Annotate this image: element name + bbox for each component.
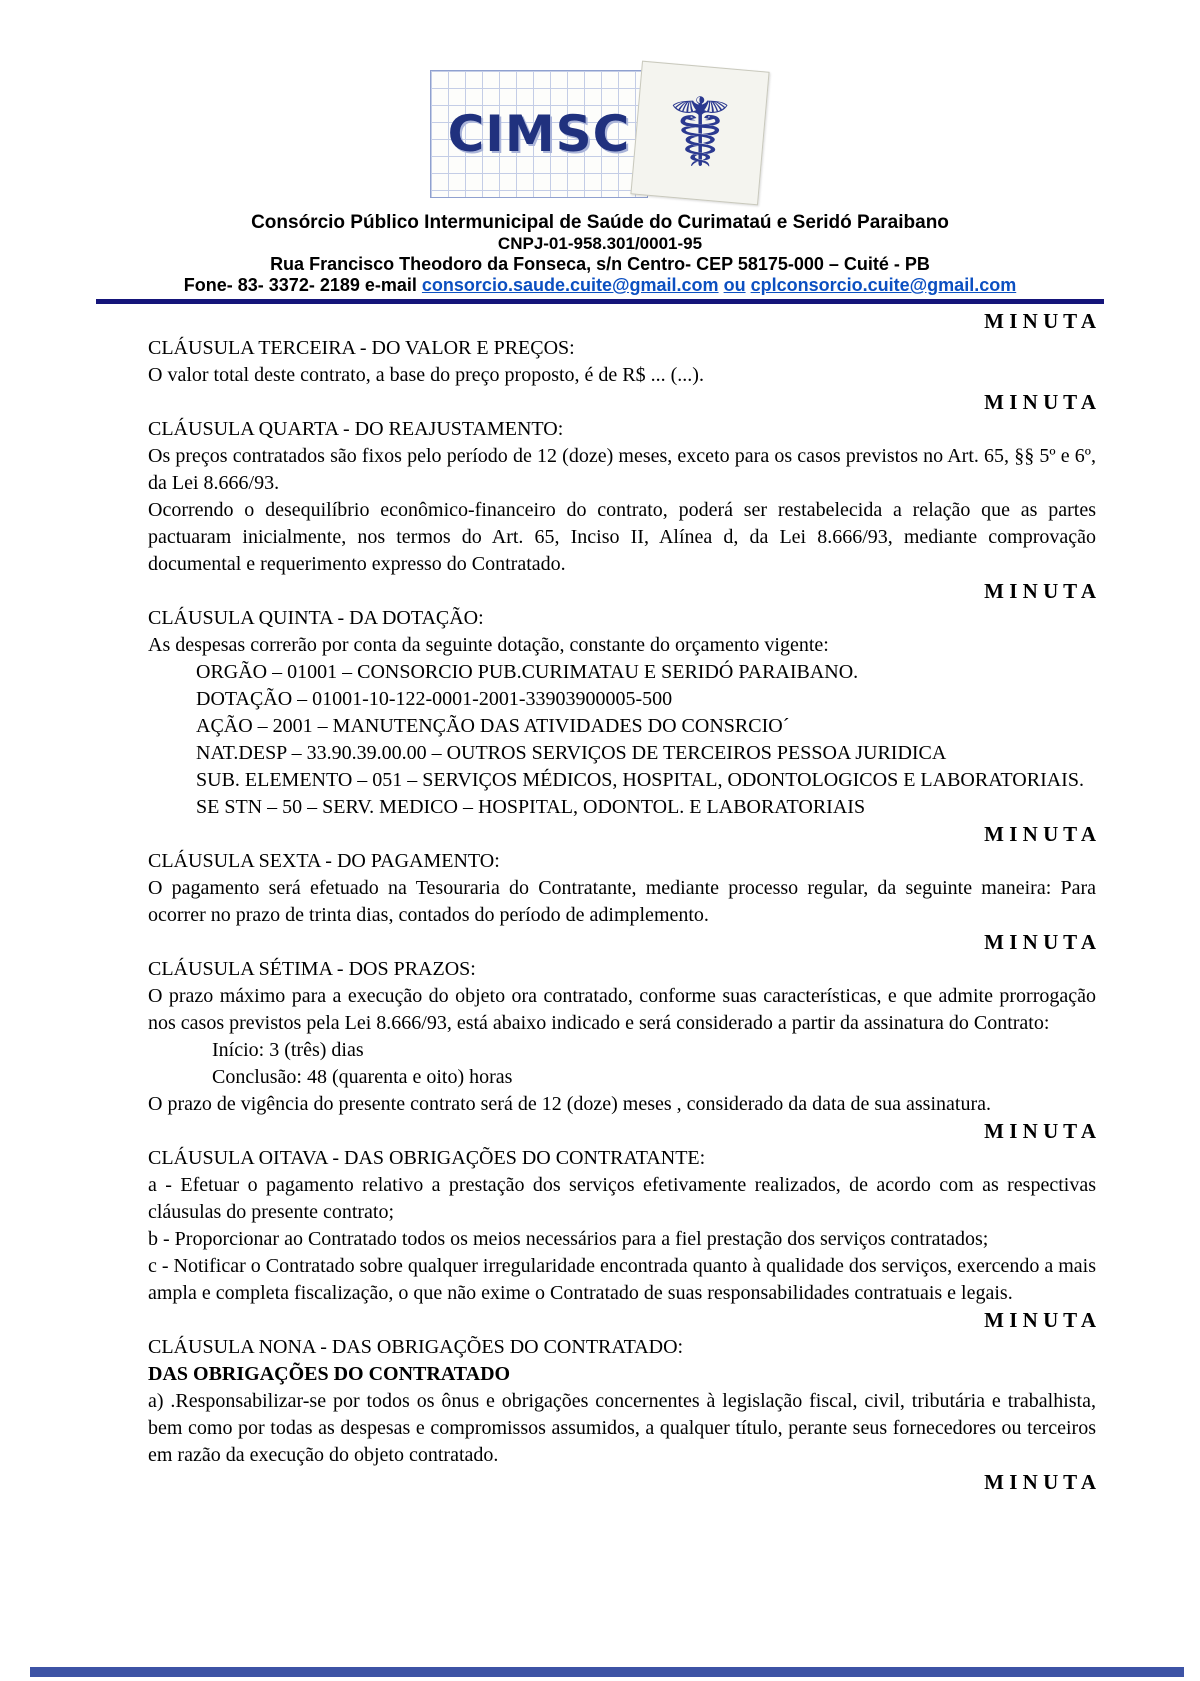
paragraph: Ocorrendo o desequilíbrio econômico-financeiro do contrato, poderá ser restabelecida a relação que as partes pactuaram inicialmente, nos termos do Art. 65, Inciso II, Alínea d, da Lei 8.666/93, mediante comprovação documental e requerimento expresso do Contratado. (148, 499, 1096, 575)
deadline-item: Início: 3 (três) dias (212, 1039, 364, 1061)
document-body (0, 304, 1200, 1496)
minuta-watermark: M I N U T A (984, 930, 1096, 954)
minuta-watermark: M I N U T A (984, 309, 1096, 333)
paragraph: a) .Responsabilizar-se por todos os ônus e obrigações concernentes à legislação fiscal, civil, tributária e trabalhista, bem como por todas as despesas e compromissos assumidos, a qualquer título, perante seus fornecedores ou terceiros em razão da execução do objeto contratado. (148, 1390, 1096, 1466)
paragraph: O valor total deste contrato, a base do preço proposto, é de R$ ... (...). (148, 364, 704, 386)
clause-heading: CLÁUSULA OITAVA - DAS OBRIGAÇÕES DO CONTRATANTE: (148, 1147, 706, 1169)
letterhead (0, 0, 1200, 304)
minuta-watermark: M I N U T A (984, 390, 1096, 414)
paragraph: As despesas correrão por conta da seguinte dotação, constante do orçamento vigente: (148, 634, 829, 656)
logo (430, 66, 770, 206)
clause-heading: CLÁUSULA NONA - DAS OBRIGAÇÕES DO CONTRATADO: (148, 1336, 684, 1358)
cnpj: CNPJ-01-958.301/0001-95 (497, 234, 703, 253)
paragraph: b - Proporcionar ao Contratado todos os meios necessários para a fiel prestação dos serviços contratados; (148, 1228, 989, 1250)
dotation-item: SE STN – 50 – SERV. MEDICO – HOSPITAL, ODONTOL. E LABORATORIAIS (196, 796, 866, 818)
dotation-item: AÇÃO – 2001 – MANUTENÇÃO DAS ATIVIDADES DO CONSRCIO´ (196, 715, 790, 737)
caduceus-icon: ☤ (667, 77, 733, 189)
email-link-secondary[interactable]: cplconsorcio.cuite@gmail.com (750, 275, 1017, 295)
paragraph: O pagamento será efetuado na Tesouraria do Contratante, mediante processo regular, da seguinte maneira: Para ocorrer no prazo de trinta dias, contados do período de adimplemento. (148, 877, 1096, 926)
deadline-item: Conclusão: 48 (quarenta e oito) horas (212, 1066, 513, 1088)
minuta-watermark: M I N U T A (984, 1308, 1096, 1332)
dotation-item: NAT.DESP – 33.90.39.00.00 – OUTROS SERVIÇOS DE TERCEIROS PESSOA JURIDICA (196, 742, 947, 764)
email-joiner: ou (723, 275, 746, 295)
minuta-watermark: M I N U T A (984, 579, 1096, 603)
clause-heading: CLÁUSULA QUINTA - DA DOTAÇÃO: (148, 607, 484, 629)
phone-email-line (0, 275, 1200, 296)
cimsc-logo-text: CIMSC (447, 105, 631, 163)
dotation-item: DOTAÇÃO – 01001-10-122-0001-2001-33903900005-500 (196, 688, 673, 710)
paragraph: O prazo de vigência do presente contrato será de 12 (doze) meses , considerado da data de sua assinatura. (148, 1093, 991, 1115)
address: Rua Francisco Theodoro da Fonseca, s/n Centro- CEP 58175-000 – Cuité - PB (270, 254, 930, 274)
org-name: Consórcio Público Intermunicipal de Saúde do Curimataú e Seridó Paraibano (251, 212, 949, 233)
paragraph: c - Notificar o Contratado sobre qualquer irregularidade encontrada quanto à qualidade dos serviços, exercendo a mais ampla e completa fiscalização, o que não exime o Contratado de suas responsabilidades contratuais e legais. (148, 1255, 1096, 1304)
paragraph: a - Efetuar o pagamento relativo a prestação dos serviços efetivamente realizados, de acordo com as respectivas cláusulas do presente contrato; (148, 1174, 1096, 1223)
dotation-item: SUB. ELEMENTO – 051 – SERVIÇOS MÉDICOS, HOSPITAL, ODONTOLOGICOS E LABORATORIAIS. (196, 769, 1084, 791)
footer-bar (30, 1667, 1184, 1677)
minuta-watermark: M I N U T A (984, 1470, 1096, 1494)
email-link-primary[interactable]: consorcio.saude.cuite@gmail.com (421, 275, 719, 295)
minuta-watermark: M I N U T A (984, 1119, 1096, 1143)
paragraph: Os preços contratados são fixos pelo período de 12 (doze) meses, exceto para os casos previstos no Art. 65, §§ 5º e 6º, da Lei 8.666/93. (148, 445, 1096, 494)
cimsc-logo (430, 70, 648, 198)
clause-heading: CLÁUSULA SEXTA - DO PAGAMENTO: (148, 850, 500, 872)
logo-emblem (630, 61, 769, 206)
clause-heading: CLÁUSULA TERCEIRA - DO VALOR E PREÇOS: (148, 337, 575, 359)
phone-label: Fone- 83- 3372- 2189 e-mail (183, 275, 417, 295)
bold-subheading: DAS OBRIGAÇÕES DO CONTRATADO (148, 1363, 511, 1385)
dotation-item: ORGÃO – 01001 – CONSORCIO PUB.CURIMATAU E SERIDÓ PARAIBANO. (196, 661, 859, 683)
clause-heading: CLÁUSULA QUARTA - DO REAJUSTAMENTO: (148, 418, 564, 440)
minuta-watermark: M I N U T A (984, 822, 1096, 846)
clause-heading: CLÁUSULA SÉTIMA - DOS PRAZOS: (148, 958, 476, 980)
paragraph: O prazo máximo para a execução do objeto ora contratado, conforme suas características, e que admite prorrogação nos casos previstos pela Lei 8.666/93, está abaixo indicado e será considerado a partir da assinatura do Contrato: (148, 985, 1096, 1034)
